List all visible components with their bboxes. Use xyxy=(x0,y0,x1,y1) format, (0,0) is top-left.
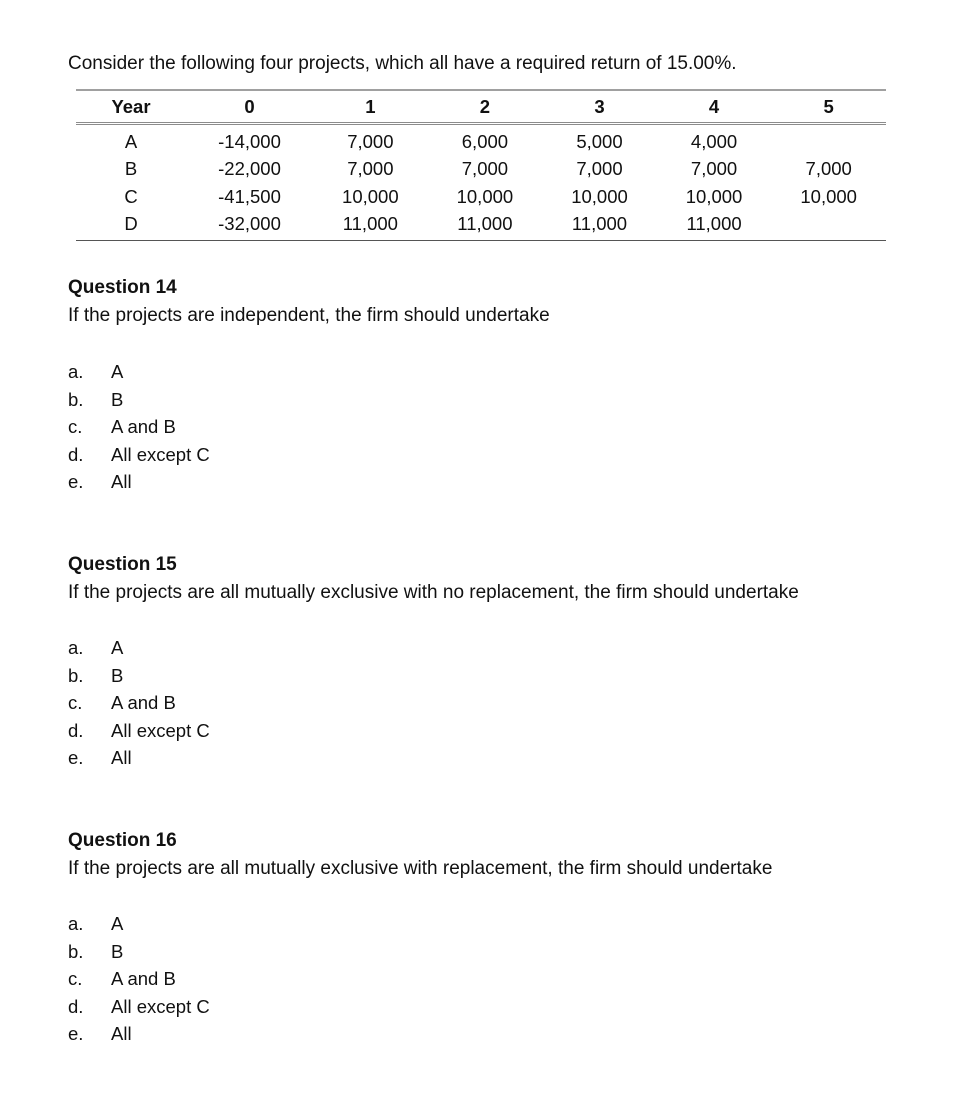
table-cell: 7,000 xyxy=(347,130,394,152)
table-cell: 11,000 xyxy=(542,211,657,241)
option-letter: e. xyxy=(68,747,84,768)
option-letter: a. xyxy=(68,361,84,382)
table-cell: 10,000 xyxy=(342,185,399,207)
option-text: All except C xyxy=(111,719,210,741)
option-text: B xyxy=(111,940,124,962)
option-letter: d. xyxy=(68,443,84,465)
option-text: A xyxy=(111,361,124,382)
question-text: If the projects are independent, the firm should undertake xyxy=(68,305,550,326)
table-cell: 11,000 xyxy=(428,211,543,241)
option-text: A and B xyxy=(111,692,176,713)
intro-text: Consider the following four projects, which all have a required return of 15.00%. xyxy=(68,53,737,74)
table-cell: 11,000 xyxy=(313,211,428,241)
question-title: Question 15 xyxy=(68,554,177,575)
option-text: All except C xyxy=(111,995,210,1017)
table-cell: 4,000 xyxy=(690,130,738,152)
answer-option-d[interactable] xyxy=(68,441,210,469)
header-year-3: 3 xyxy=(542,90,657,124)
option-letter: e. xyxy=(68,471,84,492)
option-text: B xyxy=(111,664,124,686)
option-text: All xyxy=(111,471,132,492)
question-title: Question 14 xyxy=(68,277,177,298)
table-cell: 6,000 xyxy=(461,130,509,152)
answer-option-c[interactable] xyxy=(68,413,210,441)
table-cell: 10,000 xyxy=(456,185,514,207)
option-text: All xyxy=(111,1023,132,1044)
header-year: Year xyxy=(76,90,186,124)
option-letter: e. xyxy=(68,1023,84,1044)
table-cell: 10,000 xyxy=(685,185,743,207)
option-text: A xyxy=(111,913,124,934)
question-16 xyxy=(68,827,772,883)
option-letter: d. xyxy=(68,719,84,741)
option-letter: a. xyxy=(68,913,84,934)
answer-option-a[interactable] xyxy=(68,634,210,662)
option-letter: c. xyxy=(68,416,83,437)
option-text: All xyxy=(111,747,132,768)
table-cell: 5,000 xyxy=(576,130,623,152)
table-cell: 10,000 xyxy=(571,185,628,207)
answer-options-q15 xyxy=(68,634,210,772)
answer-option-e[interactable] xyxy=(68,468,210,496)
table-row xyxy=(76,183,886,211)
project-label: D xyxy=(76,211,186,241)
option-letter: b. xyxy=(68,940,84,962)
option-text: A xyxy=(111,637,124,658)
table-row xyxy=(76,156,886,184)
table-cell: 11,000 xyxy=(657,211,772,241)
answer-option-d[interactable] xyxy=(68,993,210,1021)
table-cell: -14,000 xyxy=(218,130,281,152)
question-text: If the projects are all mutually exclusive with replacement, the firm should undertake xyxy=(68,858,773,879)
project-label: B xyxy=(124,158,138,180)
table-header-row xyxy=(76,90,886,124)
header-year-5: 5 xyxy=(771,90,886,124)
answer-options-q14 xyxy=(68,358,210,496)
answer-option-d[interactable] xyxy=(68,717,210,745)
table-cell: 7,000 xyxy=(347,158,394,180)
option-text: A and B xyxy=(111,416,176,437)
table-cell: 7,000 xyxy=(576,158,623,180)
option-letter: a. xyxy=(68,637,84,658)
option-text: A and B xyxy=(111,968,176,989)
answer-option-b[interactable] xyxy=(68,662,210,690)
option-letter: b. xyxy=(68,388,84,410)
answer-option-b[interactable] xyxy=(68,938,210,966)
header-year-1: 1 xyxy=(313,90,428,124)
table-cell: 7,000 xyxy=(805,158,852,180)
option-letter: b. xyxy=(68,664,84,686)
table-row xyxy=(76,124,886,156)
table-cell: 7,000 xyxy=(461,158,509,180)
option-text: B xyxy=(111,388,124,410)
question-title: Question 16 xyxy=(68,830,177,851)
answer-option-a[interactable] xyxy=(68,910,210,938)
answer-option-e[interactable] xyxy=(68,744,210,772)
project-label: C xyxy=(124,185,138,207)
answer-option-c[interactable] xyxy=(68,689,210,717)
question-text: If the projects are all mutually exclusive with no replacement, the firm should undertake xyxy=(68,582,799,603)
answer-option-e[interactable] xyxy=(68,1020,210,1048)
option-letter: d. xyxy=(68,995,84,1017)
option-letter: c. xyxy=(68,692,83,713)
question-15 xyxy=(68,551,799,607)
header-year-0: 0 xyxy=(186,90,313,124)
header-year-2: 2 xyxy=(428,90,543,124)
answer-options-q16 xyxy=(68,910,210,1048)
table-cell: -32,000 xyxy=(186,211,313,241)
answer-option-c[interactable] xyxy=(68,965,210,993)
table-cell: -41,500 xyxy=(218,185,281,207)
table-cell: -22,000 xyxy=(218,158,281,180)
option-letter: c. xyxy=(68,968,83,989)
answer-option-b[interactable] xyxy=(68,386,210,414)
table-cell xyxy=(771,124,886,156)
table-row xyxy=(76,211,886,241)
cash-flow-table xyxy=(76,89,886,241)
option-text: All except C xyxy=(111,443,210,465)
question-14 xyxy=(68,274,550,330)
table-cell xyxy=(771,211,886,241)
header-year-4: 4 xyxy=(657,90,772,124)
answer-option-a[interactable] xyxy=(68,358,210,386)
table-cell: 7,000 xyxy=(690,158,738,180)
table-cell: 10,000 xyxy=(800,185,857,207)
project-label: A xyxy=(124,130,138,152)
